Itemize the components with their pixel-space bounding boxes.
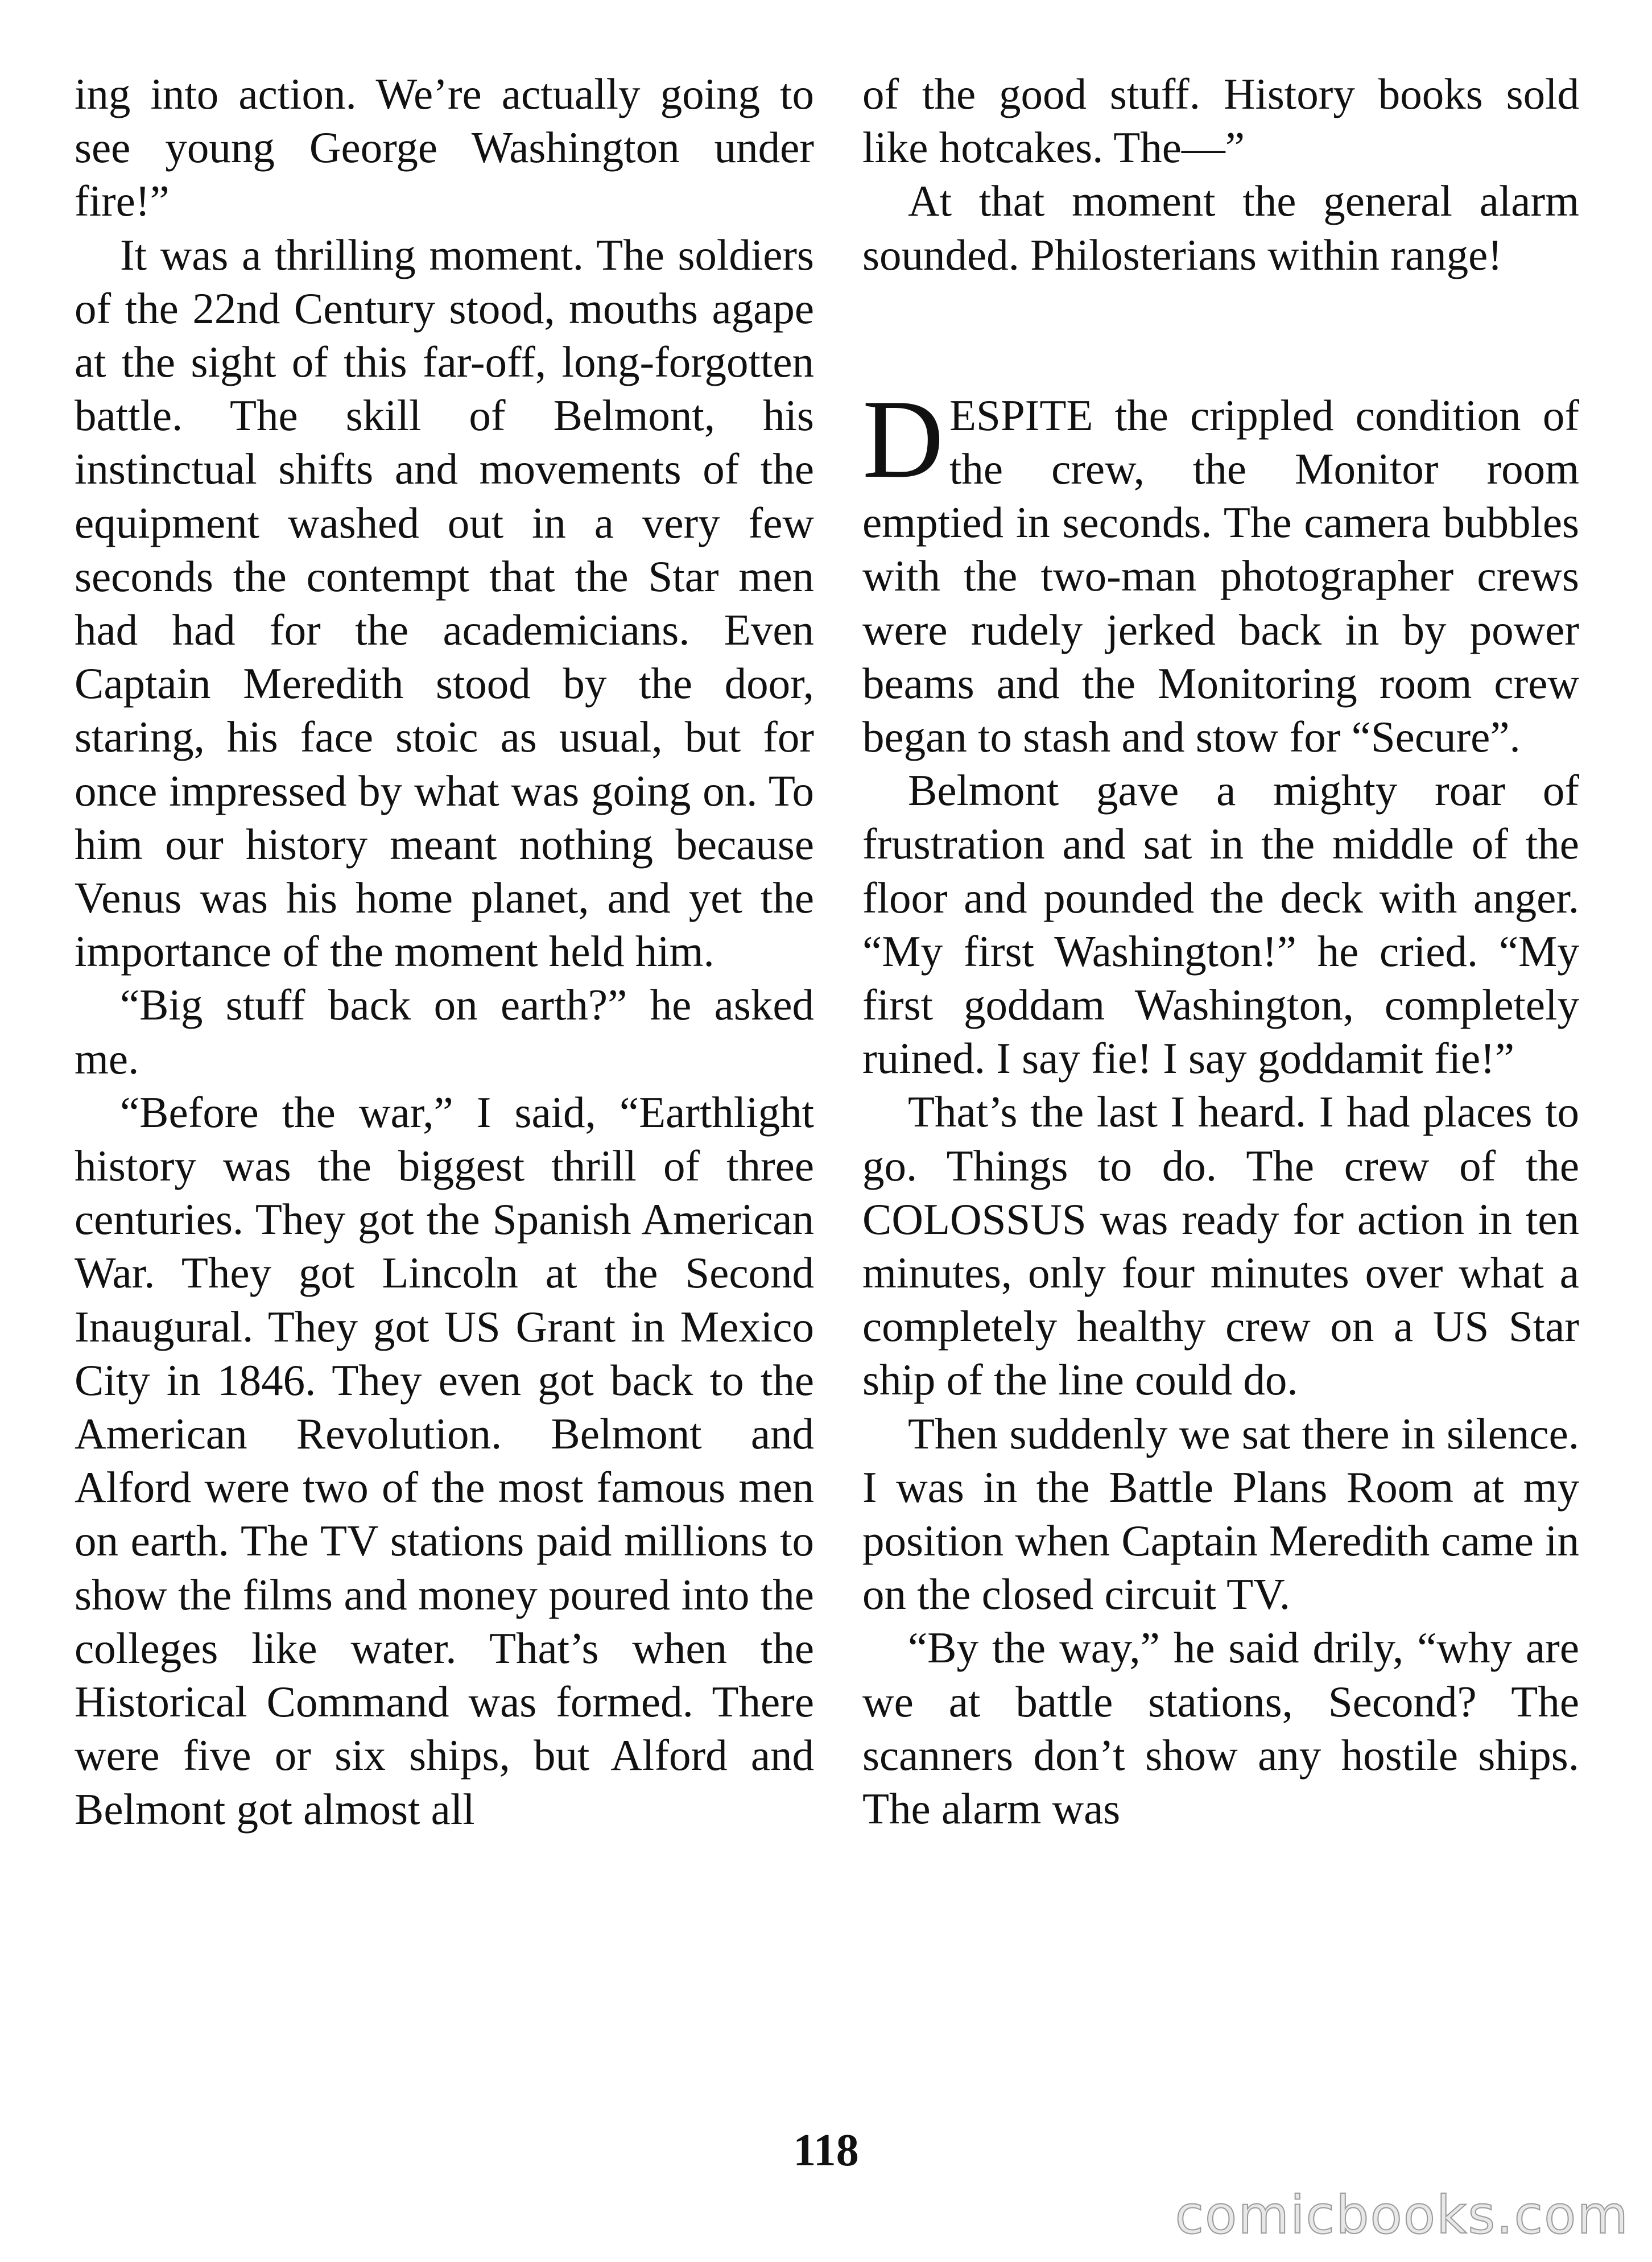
- drop-cap: D: [862, 376, 944, 501]
- left-text-column: [75, 67, 814, 1836]
- paragraph: Then suddenly we sat there in silence. I was in the Battle Plans Room at my position when Captain Meredith came in on the closed circuit TV.: [862, 1409, 1579, 1619]
- paragraph-text: ESPITE the crippled condition of the crew, the Monitor room emptied in seconds. The camera bubbles with the two-man photographer crews were rudely jerked back in by power beams and the Monitoring room crew began to stash and stow for “Secure”.: [862, 390, 1579, 762]
- paragraph: Belmont gave a mighty roar of frustration and sat in the middle of the floor and pounded the deck with anger. “My first Washington!” he cried. “My first goddam Washington, completely ruined. I say fie! I say goddamit fie!”: [862, 766, 1579, 1083]
- section-opening-paragraph: [862, 376, 1579, 763]
- paragraph: “By the way,” he said drily, “why are we at battle stations, Second? The scanners don’t show any hostile ships. The alarm was: [862, 1623, 1579, 1834]
- watermark: comicbooks.com: [1175, 2185, 1629, 2246]
- paragraph: “Big stuff back on earth?” he asked me.: [75, 980, 814, 1083]
- right-text-column: [862, 67, 1579, 1835]
- paragraph: “Before the war,” I said, “Earthlight history was the biggest thrill of three centuries. They got the Spanish American War. They got Lincoln at the Second Inaugural. They got US Grant in Mexico City in 1846. They even got back to the American Revolution. Belmont and Alford were two of the most famous men on earth. The TV stations paid millions to show the films and money poured into the colleges like water. That’s when the Historical Command was formed. There were five or six ships, but Alford and Belmont got almost all: [75, 1087, 814, 1834]
- paragraph: At that moment the general alarm sounded. Philosterians within range!: [862, 176, 1579, 279]
- paragraph: That’s the last I heard. I had places to go. Things to do. The crew of the COLOSSUS was ready for action in ten minutes, only four minutes over what a completely healthy crew on a US Star ship of the line could do.: [862, 1087, 1579, 1405]
- paragraph: It was a thrilling moment. The soldiers of the 22nd Century stood, mouths agape at the sight of this far-off, long-forgotten battle. The skill of Belmont, his instinctual shifts and movements of the equipment washed out in a very few seconds the contempt that the Star men had had for the academicians. Even Captain Meredith stood by the door, staring, his face stoic as usual, but for once impressed by what was going on. To him our history meant nothing because Venus was his home planet, and yet the importance of the moment held him.: [75, 230, 814, 976]
- paragraph: ing into action. We’re actually going to see young George Washington under fire!”: [75, 69, 814, 226]
- paragraph: of the good stuff. History books sold like hotcakes. The—”: [862, 69, 1579, 172]
- page-number: 118: [793, 2125, 859, 2176]
